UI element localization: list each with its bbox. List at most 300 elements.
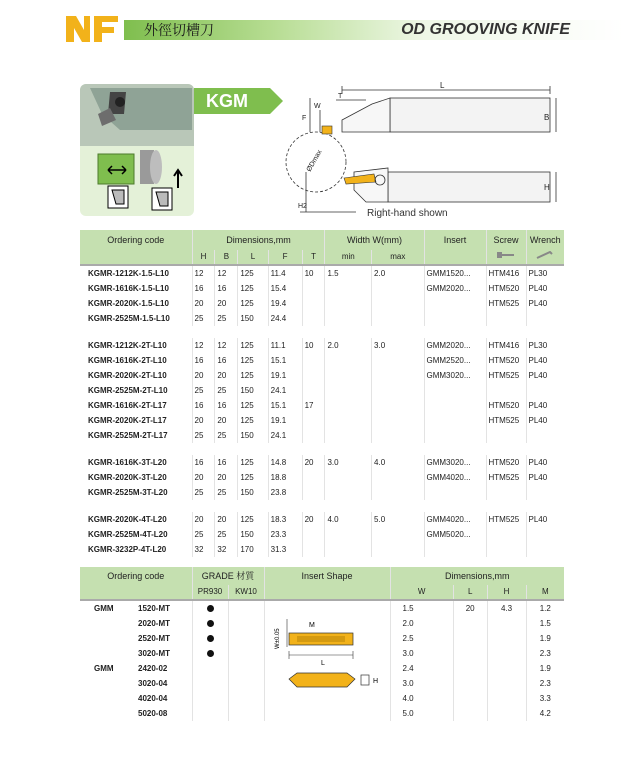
cell-b: 25 xyxy=(215,383,238,398)
cell-max: 2.0 xyxy=(372,265,424,281)
cell-wrench: PL40 xyxy=(526,512,564,527)
availability-dot xyxy=(207,605,214,612)
cell-l: 125 xyxy=(238,368,268,383)
cell-f: 11.4 xyxy=(268,265,302,281)
ordering-code: KGMR-1616K-3T-L20 xyxy=(88,458,167,467)
cell-h: 20 xyxy=(192,470,215,485)
cell-m: 3.3 xyxy=(526,691,564,706)
dim-h: H xyxy=(487,585,526,600)
grade-kw10-cell xyxy=(228,661,264,676)
grade-kw10-cell xyxy=(228,600,264,616)
cell-h: 12 xyxy=(192,338,215,353)
table-row xyxy=(80,383,564,398)
shape-l-label: L xyxy=(320,659,325,667)
cell-screw xyxy=(486,485,526,500)
cell-l: 125 xyxy=(238,296,268,311)
cell-t: 20 xyxy=(302,455,325,470)
cell-t: 10 xyxy=(302,338,325,353)
wrench-icon xyxy=(526,250,564,265)
cell-l xyxy=(453,661,487,676)
cell-max xyxy=(372,470,424,485)
cell-screw xyxy=(486,542,526,557)
cell-m: 1.9 xyxy=(526,631,564,646)
col-insert-shape: Insert Shape xyxy=(264,567,390,600)
cell-l xyxy=(453,646,487,661)
holder-diagram xyxy=(280,80,570,220)
cell-insert: GMM4020... xyxy=(424,470,486,485)
cell-b: 20 xyxy=(215,470,238,485)
col-ordering-code-2: Ordering code xyxy=(80,567,192,600)
cell-min: 3.0 xyxy=(325,455,372,470)
cell-t xyxy=(302,527,325,542)
cell-h: 25 xyxy=(192,428,215,443)
cell-wrench: PL40 xyxy=(526,296,564,311)
grade-kw10-cell xyxy=(228,691,264,706)
cell-h: 32 xyxy=(192,542,215,557)
col-wrench: Wrench xyxy=(526,230,564,250)
availability-dot xyxy=(207,620,214,627)
cell-h xyxy=(487,676,526,691)
cell-f: 19.1 xyxy=(268,413,302,428)
title-chinese: 外徑切槽刀 xyxy=(144,22,214,38)
cell-wrench: PL40 xyxy=(526,470,564,485)
table-row xyxy=(80,485,564,500)
grade-kw10: KW10 xyxy=(228,585,264,600)
availability-dot xyxy=(207,635,214,642)
cell-max xyxy=(372,542,424,557)
cell-f: 24.4 xyxy=(268,311,302,326)
cell-l: 150 xyxy=(238,311,268,326)
cell-f: 15.1 xyxy=(268,398,302,413)
cell-t xyxy=(302,470,325,485)
series-name: GMM xyxy=(94,664,114,673)
ordering-code: KGMR-1616K-2T-L17 xyxy=(88,401,167,410)
series-name: GMM xyxy=(94,604,114,613)
grade-pr930-cell xyxy=(192,600,228,616)
dim-f-label: F xyxy=(302,115,307,122)
cell-w: 5.0 xyxy=(390,706,453,721)
cell-b: 12 xyxy=(215,265,238,281)
ordering-code: KGMR-2020K-2T-L10 xyxy=(88,371,167,380)
cell-screw: HTM525 xyxy=(486,470,526,485)
dim-h2-label: H2 xyxy=(298,203,307,210)
cell-insert: GMM2020... xyxy=(424,281,486,296)
cell-min xyxy=(325,368,372,383)
cell-h: 16 xyxy=(192,455,215,470)
cell-l: 150 xyxy=(238,383,268,398)
nf-logo xyxy=(64,10,120,44)
cell-insert xyxy=(424,413,486,428)
cell-h: 4.3 xyxy=(487,600,526,616)
cell-min xyxy=(325,398,372,413)
dim-l-label: L xyxy=(440,81,445,90)
cell-h: 12 xyxy=(192,265,215,281)
cell-f: 18.3 xyxy=(268,512,302,527)
ordering-code: KGMR-2020K-3T-L20 xyxy=(88,473,167,482)
cell-min xyxy=(325,413,372,428)
sub-b: B xyxy=(215,250,238,265)
cell-min xyxy=(325,383,372,398)
cell-l xyxy=(453,691,487,706)
cell-l xyxy=(453,676,487,691)
cell-wrench: PL40 xyxy=(526,398,564,413)
ordering-code: KGMR-1212K-2T-L10 xyxy=(88,341,167,350)
cell-l: 125 xyxy=(238,353,268,368)
group-separator xyxy=(80,443,564,455)
ordering-code: KGMR-2525M-2T-L10 xyxy=(88,386,168,395)
table-row xyxy=(80,542,564,557)
ordering-code: KGMR-2525M-3T-L20 xyxy=(88,488,168,497)
cell-h xyxy=(487,661,526,676)
cell-screw xyxy=(486,383,526,398)
cell-screw: HTM525 xyxy=(486,368,526,383)
table-row xyxy=(80,428,564,443)
cell-m: 1.5 xyxy=(526,616,564,631)
availability-dot xyxy=(207,650,214,657)
dim-m: M xyxy=(526,585,564,600)
cell-wrench xyxy=(526,527,564,542)
cell-max xyxy=(372,485,424,500)
ordering-code xyxy=(80,676,192,691)
cell-f: 23.3 xyxy=(268,527,302,542)
table-row xyxy=(80,338,564,353)
shape-m-label: M xyxy=(308,621,315,629)
insert-shape-drawing xyxy=(264,600,390,721)
cell-wrench: PL30 xyxy=(526,338,564,353)
cell-m: 2.3 xyxy=(526,676,564,691)
cell-h: 25 xyxy=(192,311,215,326)
cell-insert: GMM5020... xyxy=(424,527,486,542)
cell-h xyxy=(487,616,526,631)
cell-t: 10 xyxy=(302,265,325,281)
cell-insert: GMM2020... xyxy=(424,338,486,353)
table-row xyxy=(80,512,564,527)
cell-screw: HTM416 xyxy=(486,265,526,281)
grade-kw10-cell xyxy=(228,646,264,661)
cell-b: 25 xyxy=(215,311,238,326)
dim-t-label: T xyxy=(338,93,343,100)
cell-b: 20 xyxy=(215,368,238,383)
ordering-code: KGMR-2020K-2T-L17 xyxy=(88,416,167,425)
cell-l: 125 xyxy=(238,455,268,470)
cell-f: 15.1 xyxy=(268,353,302,368)
cell-wrench: PL40 xyxy=(526,413,564,428)
dim-dmax-label: ØDmax xyxy=(305,148,324,173)
dim-w: W xyxy=(390,585,453,600)
cell-b: 25 xyxy=(215,485,238,500)
insert-code: 2420-02 xyxy=(138,664,168,673)
cell-insert: GMM2520... xyxy=(424,353,486,368)
cell-l: 125 xyxy=(238,265,268,281)
screw-icon xyxy=(486,250,526,265)
cell-m: 1.9 xyxy=(526,661,564,676)
dim-b-label: B xyxy=(544,113,550,122)
cell-insert: GMM3020... xyxy=(424,368,486,383)
cell-insert xyxy=(424,398,486,413)
cell-min xyxy=(325,296,372,311)
group-separator xyxy=(80,326,564,338)
table-row xyxy=(80,368,564,383)
cell-h: 16 xyxy=(192,281,215,296)
cell-b: 25 xyxy=(215,428,238,443)
cell-l: 150 xyxy=(238,428,268,443)
grade-kw10-cell xyxy=(228,676,264,691)
cell-min xyxy=(325,485,372,500)
cell-t: 17 xyxy=(302,398,325,413)
cell-b: 25 xyxy=(215,527,238,542)
cell-wrench xyxy=(526,428,564,443)
col-screw: Screw xyxy=(486,230,526,250)
cell-l xyxy=(453,706,487,721)
ordering-code: KGMR-1616K-2T-L10 xyxy=(88,356,167,365)
cell-insert: GMM4020... xyxy=(424,512,486,527)
insert-code: 4020-04 xyxy=(138,694,168,703)
ordering-code xyxy=(80,691,192,706)
ordering-code: KGMR-2525M-2T-L17 xyxy=(88,431,168,440)
cell-max xyxy=(372,281,424,296)
cell-min xyxy=(325,527,372,542)
cell-h: 20 xyxy=(192,368,215,383)
cell-f: 24.1 xyxy=(268,428,302,443)
table-row xyxy=(80,281,564,296)
cell-max: 5.0 xyxy=(372,512,424,527)
cell-b: 20 xyxy=(215,413,238,428)
cell-w: 2.4 xyxy=(390,661,453,676)
sub-min: min xyxy=(325,250,372,265)
dim-w-label: W xyxy=(314,103,321,110)
cell-h: 20 xyxy=(192,413,215,428)
cell-t xyxy=(302,413,325,428)
cell-t xyxy=(302,542,325,557)
cell-screw xyxy=(486,428,526,443)
cell-t xyxy=(302,383,325,398)
cell-max xyxy=(372,428,424,443)
cell-w: 3.0 xyxy=(390,646,453,661)
cell-w: 1.5 xyxy=(390,600,453,616)
sub-f: F xyxy=(268,250,302,265)
cell-wrench: PL30 xyxy=(526,265,564,281)
cell-screw: HTM525 xyxy=(486,512,526,527)
cell-screw xyxy=(486,311,526,326)
col-dimensions-2: Dimensions,mm xyxy=(390,567,564,585)
ordering-code xyxy=(80,600,192,616)
cell-insert: GMM3020... xyxy=(424,455,486,470)
cell-b: 20 xyxy=(215,296,238,311)
grade-pr930-cell xyxy=(192,661,228,676)
cell-f: 23.8 xyxy=(268,485,302,500)
cell-f: 24.1 xyxy=(268,383,302,398)
cell-l: 20 xyxy=(453,600,487,616)
cell-f: 31.3 xyxy=(268,542,302,557)
table-row xyxy=(80,455,564,470)
cell-b: 16 xyxy=(215,398,238,413)
cell-m: 2.3 xyxy=(526,646,564,661)
cell-b: 16 xyxy=(215,281,238,296)
col-width: Width W(mm) xyxy=(325,230,424,250)
grade-kw10-cell xyxy=(228,631,264,646)
cell-min xyxy=(325,281,372,296)
cell-h: 16 xyxy=(192,353,215,368)
table-row xyxy=(80,398,564,413)
cell-h xyxy=(487,646,526,661)
cell-w: 2.0 xyxy=(390,616,453,631)
insert-code: 5020-08 xyxy=(138,709,168,718)
cell-wrench: PL40 xyxy=(526,455,564,470)
cell-l: 125 xyxy=(238,512,268,527)
cell-max xyxy=(372,311,424,326)
cell-m: 1.2 xyxy=(526,600,564,616)
insert-code: 3020-04 xyxy=(138,679,168,688)
cell-wrench xyxy=(526,542,564,557)
cell-insert xyxy=(424,383,486,398)
dim-h-label: H xyxy=(544,183,550,192)
cell-insert xyxy=(424,311,486,326)
group-separator xyxy=(80,500,564,512)
grade-pr930-cell xyxy=(192,691,228,706)
ordering-code: KGMR-2525M-4T-L20 xyxy=(88,530,168,539)
cell-min xyxy=(325,542,372,557)
col-grade: GRADE 材質 xyxy=(192,567,264,585)
cell-h: 20 xyxy=(192,296,215,311)
grade-pr930-cell xyxy=(192,631,228,646)
cell-t xyxy=(302,428,325,443)
cell-w: 3.0 xyxy=(390,676,453,691)
cell-max xyxy=(372,296,424,311)
cell-l xyxy=(453,616,487,631)
right-hand-caption: Right-hand shown xyxy=(367,208,448,219)
cell-t xyxy=(302,296,325,311)
cell-max: 3.0 xyxy=(372,338,424,353)
col-dimensions: Dimensions,mm xyxy=(192,230,325,250)
cell-max xyxy=(372,368,424,383)
cell-l: 125 xyxy=(238,470,268,485)
cell-wrench xyxy=(526,383,564,398)
cell-w: 2.5 xyxy=(390,631,453,646)
cell-f: 19.4 xyxy=(268,296,302,311)
cell-h: 25 xyxy=(192,527,215,542)
cell-f: 15.4 xyxy=(268,281,302,296)
ordering-code: KGMR-2020K-1.5-L10 xyxy=(88,299,169,308)
grade-pr930-cell xyxy=(192,616,228,631)
cell-h: 16 xyxy=(192,398,215,413)
insert-code: 2020-MT xyxy=(138,619,171,628)
table-row xyxy=(80,413,564,428)
cell-h: 20 xyxy=(192,512,215,527)
table-row xyxy=(80,527,564,542)
cell-wrench: PL40 xyxy=(526,368,564,383)
cell-h xyxy=(487,691,526,706)
insert-table xyxy=(80,567,564,721)
cell-min xyxy=(325,311,372,326)
dim-l: L xyxy=(453,585,487,600)
sub-t: T xyxy=(302,250,325,265)
cell-insert xyxy=(424,542,486,557)
cell-b: 20 xyxy=(215,512,238,527)
cell-max xyxy=(372,398,424,413)
cell-w: 4.0 xyxy=(390,691,453,706)
cell-insert: GMM1520... xyxy=(424,265,486,281)
cell-screw: HTM520 xyxy=(486,281,526,296)
cell-l: 125 xyxy=(238,281,268,296)
ordering-code: KGMR-2020K-4T-L20 xyxy=(88,515,167,524)
cell-h: 25 xyxy=(192,383,215,398)
ordering-code: KGMR-3232P-4T-L20 xyxy=(88,545,167,554)
sub-h: H xyxy=(192,250,215,265)
table-row xyxy=(80,600,564,616)
cell-f: 19.1 xyxy=(268,368,302,383)
shape-w-label: W±0.05 xyxy=(274,627,281,649)
cell-min: 1.5 xyxy=(325,265,372,281)
cell-b: 16 xyxy=(215,353,238,368)
cell-screw: HTM520 xyxy=(486,398,526,413)
cell-h xyxy=(487,706,526,721)
cell-wrench xyxy=(526,485,564,500)
cell-l: 125 xyxy=(238,398,268,413)
cell-min xyxy=(325,428,372,443)
cell-screw: HTM416 xyxy=(486,338,526,353)
cell-insert xyxy=(424,485,486,500)
ordering-code xyxy=(80,661,192,676)
cell-f: 18.8 xyxy=(268,470,302,485)
product-illustration xyxy=(80,84,194,216)
cell-max xyxy=(372,383,424,398)
cell-screw: HTM525 xyxy=(486,413,526,428)
shape-h-label: H xyxy=(372,677,378,685)
ordering-code: KGMR-1616K-1.5-L10 xyxy=(88,284,169,293)
cell-f: 14.8 xyxy=(268,455,302,470)
cell-l: 125 xyxy=(238,413,268,428)
insert-code: 1520-MT xyxy=(138,604,171,613)
table-row xyxy=(80,353,564,368)
insert-code: 3020-MT xyxy=(138,649,171,658)
cell-h xyxy=(487,631,526,646)
holder-table xyxy=(80,230,564,557)
cell-b: 32 xyxy=(215,542,238,557)
grade-pr930-cell xyxy=(192,706,228,721)
sub-l: L xyxy=(238,250,268,265)
table-row xyxy=(80,470,564,485)
sub-max: max xyxy=(372,250,424,265)
cell-t xyxy=(302,311,325,326)
cell-h: 25 xyxy=(192,485,215,500)
grade-pr930-cell xyxy=(192,676,228,691)
cell-max xyxy=(372,353,424,368)
cell-min: 4.0 xyxy=(325,512,372,527)
cell-min xyxy=(325,353,372,368)
ordering-code: KGMR-1212K-1.5-L10 xyxy=(80,265,192,281)
cell-screw: HTM520 xyxy=(486,455,526,470)
cell-l: 150 xyxy=(238,485,268,500)
cell-max xyxy=(372,527,424,542)
title-english: OD GROOVING KNIFE xyxy=(401,21,570,38)
ordering-code xyxy=(80,646,192,661)
cell-b: 12 xyxy=(215,338,238,353)
grade-pr930-cell xyxy=(192,646,228,661)
ordering-code xyxy=(80,631,192,646)
cell-l: 170 xyxy=(238,542,268,557)
cell-t: 20 xyxy=(302,512,325,527)
cell-wrench xyxy=(526,311,564,326)
cell-insert xyxy=(424,296,486,311)
col-insert: Insert xyxy=(424,230,486,265)
grade-kw10-cell xyxy=(228,616,264,631)
cell-l: 150 xyxy=(238,527,268,542)
cell-insert xyxy=(424,428,486,443)
series-badge: KGM xyxy=(194,88,270,114)
ordering-code: KGMR-2525M-1.5-L10 xyxy=(88,314,170,323)
cell-min: 2.0 xyxy=(325,338,372,353)
cell-l xyxy=(453,631,487,646)
